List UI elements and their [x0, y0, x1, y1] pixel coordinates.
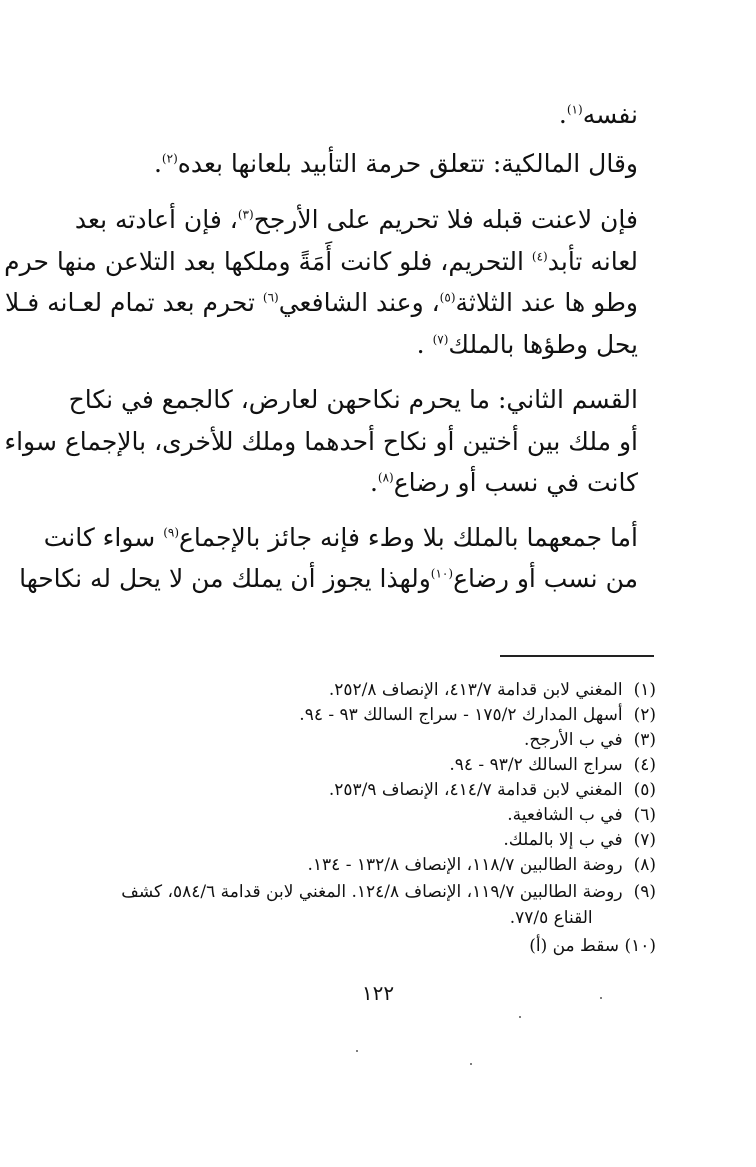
footnote-number: (٤) — [633, 755, 656, 775]
footnote-ref[interactable]: (٧) — [432, 332, 449, 347]
footnote-ref[interactable]: (٤) — [531, 249, 548, 264]
footnote-9-continued — [66, 906, 626, 930]
scan-speck — [519, 1016, 521, 1018]
footnote-number: (٢) — [633, 705, 656, 725]
body-line-9: كانت في نسب أو رضاع$^{(٨)}$. — [369, 468, 638, 497]
scan-speck — [470, 1063, 472, 1065]
footnote-ref[interactable]: (١٠) — [430, 566, 454, 581]
footnote-number: (٣) — [633, 730, 656, 750]
footnote-5 — [96, 778, 656, 802]
body-line-6: يحل وطؤها بالملك$^{(٧)}$ . — [416, 330, 638, 359]
body-line-2: وقال المالكية: تتعلق حرمة التأبيد بلعانها بعده$^{(٢)}$. — [153, 149, 638, 178]
footnote-text: سقط من (أ) — [529, 936, 620, 956]
body-line-5: وطو ها عند الثلاثة$^{(٥)}$، وعند الشافعي$^{(٦)}$ تحرم بعد تمام لعـانه فـلا — [4, 288, 638, 317]
footnote-number: (١) — [633, 680, 656, 700]
footnote-8 — [96, 853, 656, 877]
body-line-10: أما جمعهما بالملك بلا وطء فإنه جائز بالإجماع$^{(٩)}$ سواء كانت — [43, 523, 638, 552]
footnote-ref[interactable]: (٩) — [163, 525, 180, 540]
footnote-number: (١٠) — [624, 936, 656, 956]
footnote-text: في ب الشافعية. — [507, 805, 623, 825]
footnote-text: في ب إلا بالملك. — [503, 830, 623, 850]
footnote-4 — [96, 753, 656, 777]
footnote-ref[interactable]: (٦) — [262, 290, 279, 305]
body-line-11: من نسب أو رضاع$^{(١٠)}$ولهذا يجوز أن يملك من لا يحل له نكاحها — [19, 564, 638, 593]
footnote-1 — [96, 678, 656, 702]
body-line-4: لعانه تأبد$^{(٤)}$ التحريم، فلو كانت أَمَةً وملكها بعد التلاعن منها حرم — [4, 247, 638, 276]
footnote-text: روضة الطالبين ١١٩/٧، الإنصاف ١٢٤/٨. المغني لابن قدامة ٥٨٤/٦، كشف — [121, 882, 623, 902]
scan-speck — [356, 1050, 358, 1052]
footnote-ref[interactable]: (٣) — [237, 207, 254, 222]
footnote-text: في ب الأرجح. — [523, 730, 623, 750]
footnote-number: (٥) — [633, 780, 656, 800]
footnote-ref[interactable]: (٨) — [377, 470, 394, 485]
body-line-1: نفسه$^{(١)}$. — [558, 100, 638, 129]
body-line-3: فإن لاعنت قبله فلا تحريم على الأرجح$^{(٣)}$، فإن أعادته بعد — [74, 205, 638, 234]
footnote-ref[interactable]: (٢) — [161, 151, 178, 166]
footnote-number: (٨) — [633, 855, 656, 875]
footnote-6 — [96, 803, 656, 827]
footnote-3 — [96, 728, 656, 752]
scan-speck — [600, 997, 602, 999]
footnote-ref[interactable]: (١) — [566, 102, 583, 117]
footnote-text: روضة الطالبين ١١٨/٧، الإنصاف ١٣٢/٨ - ١٣٤. — [307, 855, 623, 875]
footnote-text: المغني لابن قدامة ٤١٤/٧، الإنصاف ٢٥٣/٩. — [328, 780, 623, 800]
footnote-2 — [96, 703, 656, 727]
footnote-9 — [96, 880, 656, 904]
body-line-7: القسم الثاني: ما يحرم نكاحهن لعارض، كالجمع في نكاح — [68, 385, 638, 414]
footnote-text: المغني لابن قدامة ٤١٣/٧، الإنصاف ٢٥٢/٨. — [328, 680, 623, 700]
footnote-7 — [96, 828, 656, 852]
footnote-number: (٧) — [633, 830, 656, 850]
footnote-separator — [500, 655, 654, 657]
footnote-10 — [96, 934, 656, 958]
footnote-number: (٦) — [633, 805, 656, 825]
footnote-number: (٩) — [633, 882, 656, 902]
page-number: ١٢٢ — [361, 981, 395, 1005]
body-line-8: أو ملك بين أختين أو نكاح أحدهما وملك للأخرى، بالإجماع سواء — [4, 427, 638, 456]
footnote-text: سراج السالك ٩٣/٢ - ٩٤. — [449, 755, 623, 775]
footnote-ref[interactable]: (٥) — [439, 290, 456, 305]
footnote-text: القناع ٧٧/٥. — [509, 908, 593, 928]
footnote-text: أسهل المدارك ١٧٥/٢ - سراج السالك ٩٣ - ٩٤. — [299, 705, 623, 725]
